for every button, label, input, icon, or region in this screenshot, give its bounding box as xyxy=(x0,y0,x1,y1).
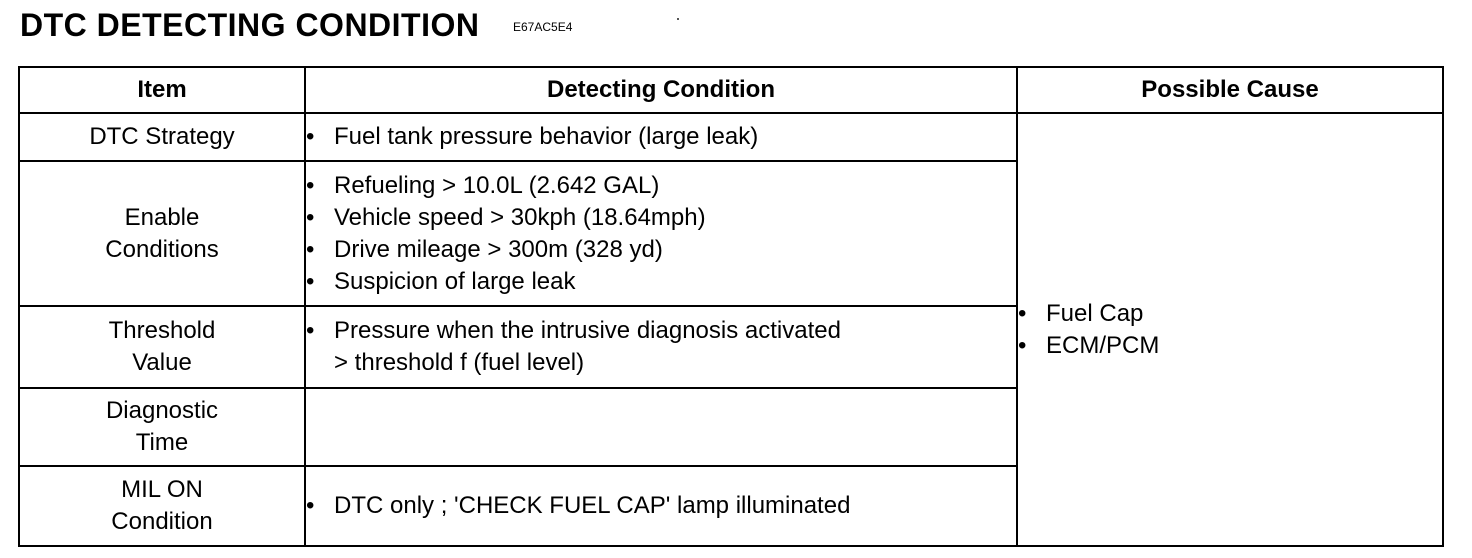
row-conditions-dtc-strategy xyxy=(305,113,1017,161)
row-conditions-diagnostic-time xyxy=(305,388,1017,466)
condition-item: • Refueling > 10.0L (2.642 GAL) xyxy=(306,170,1016,202)
condition-item xyxy=(306,315,1016,379)
condition-list xyxy=(306,121,1016,153)
possible-cause-item: • Fuel Cap xyxy=(1018,298,1442,330)
dtc-condition-table xyxy=(18,66,1444,547)
table-row xyxy=(19,113,1443,161)
condition-text: Pressure when the intrusive diagnosis activated xyxy=(334,317,841,344)
row-conditions-enable-conditions xyxy=(305,161,1017,306)
document-code: E67AC5E4 xyxy=(513,20,573,34)
possible-cause-item: • ECM/PCM xyxy=(1018,330,1442,362)
row-item-diagnostic-time: Diagnostic Time xyxy=(19,388,305,466)
condition-item: • DTC only ; 'CHECK FUEL CAP' lamp illuminated xyxy=(306,490,1016,522)
condition-list xyxy=(306,170,1016,298)
condition-list xyxy=(306,315,1016,379)
row-item-mil-on-condition: MIL ON Condition xyxy=(19,466,305,546)
scan-dot xyxy=(677,18,679,20)
column-header-detecting-condition: Detecting Condition xyxy=(305,67,1017,113)
table-header-row xyxy=(19,67,1443,113)
column-header-possible-cause: Possible Cause xyxy=(1017,67,1443,113)
row-conditions-mil-on-condition xyxy=(305,466,1017,546)
condition-item: • Fuel tank pressure behavior (large leak) xyxy=(306,121,1016,153)
condition-item: • Suspicion of large leak xyxy=(306,266,1016,298)
condition-item: • Vehicle speed > 30kph (18.64mph) xyxy=(306,202,1016,234)
condition-continuation: > threshold f (fuel level) xyxy=(334,349,585,376)
row-item-enable-conditions: Enable Conditions xyxy=(19,161,305,306)
row-item-dtc-strategy: DTC Strategy xyxy=(19,113,305,161)
row-item-threshold-value: Threshold Value xyxy=(19,306,305,388)
row-conditions-threshold-value xyxy=(305,306,1017,388)
condition-list xyxy=(306,490,1016,522)
condition-item: • Drive mileage > 300m (328 yd) xyxy=(306,234,1016,266)
possible-cause-cell xyxy=(1017,113,1443,546)
column-header-item: Item xyxy=(19,67,305,113)
possible-cause-list xyxy=(1018,298,1442,362)
page-title: DTC DETECTING CONDITION xyxy=(20,7,480,43)
